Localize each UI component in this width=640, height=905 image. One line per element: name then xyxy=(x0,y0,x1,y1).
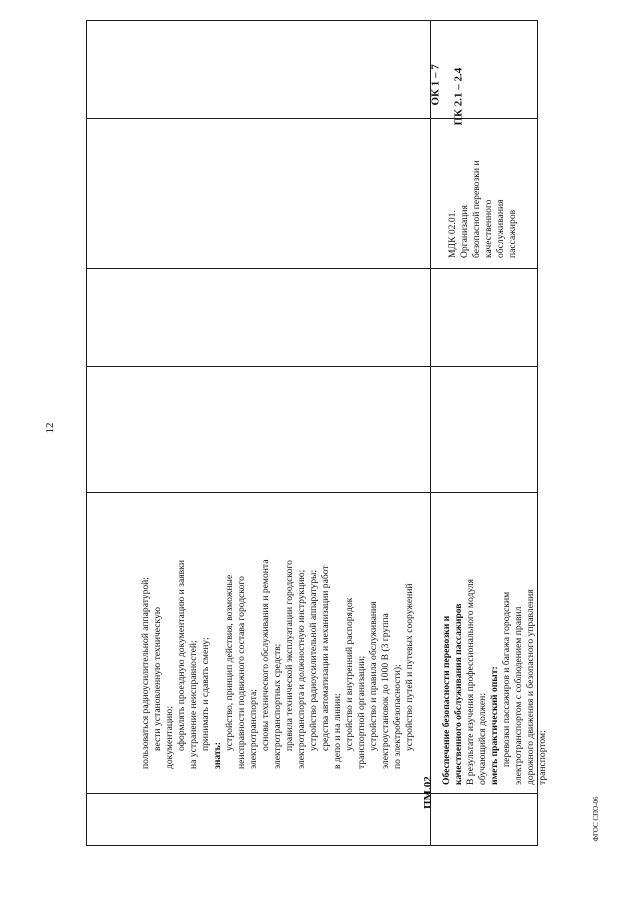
text-line: транспортом; xyxy=(537,730,548,785)
text-line: устройство, принцип действия, возможные xyxy=(224,574,235,751)
text-line: документацию; xyxy=(164,705,175,769)
text-line: оформлять проездную документацию и заявки xyxy=(176,560,187,751)
mdk-line: обслуживания xyxy=(495,199,506,258)
table-border-left xyxy=(86,20,87,846)
footer-label: ФГОС СПО-06 xyxy=(592,796,600,842)
mdk-line: качественного xyxy=(483,199,494,258)
module-code: ПМ.02 xyxy=(422,776,434,809)
mdk-line: Организация xyxy=(459,205,470,258)
module-title: Обеспечение безопасности перевозки и xyxy=(441,615,452,785)
competency-pk: ПК 2.1 – 2.4 xyxy=(452,67,465,126)
text-line: электротранспортных средств; xyxy=(272,643,283,769)
text-line: вести установленную техническую xyxy=(152,606,163,751)
text-line: основы технического обслуживания и ремонта xyxy=(260,559,271,751)
text-line: в депо и на линии; xyxy=(332,693,343,769)
text-line: на устранение неисправностей; xyxy=(188,640,199,769)
col-divider-hours xyxy=(86,366,538,367)
text-line: средства автоматизации и механизации работ xyxy=(320,565,331,751)
text-line: устройство и внутренний распорядок xyxy=(344,597,355,751)
text-line: электроустановок до 1000 В (3 группа xyxy=(380,613,391,769)
mdk-cell xyxy=(447,118,527,258)
text-line: неисправности подвижного состава городского xyxy=(236,576,247,769)
mdk-line: МДК 02.01. xyxy=(447,210,458,258)
page-number: 12 xyxy=(44,422,56,434)
text-line: В результате изучения профессионального модуля xyxy=(465,579,476,785)
text-line: перевозки пассажиров и багажа городским xyxy=(501,591,512,767)
text-line: устройство и правила обслуживания xyxy=(368,601,379,751)
competency-ok: ОК 1 – 7 xyxy=(429,64,442,106)
upper-row-content xyxy=(140,469,430,769)
text-line: устройство радиоусилительной аппаратуры; xyxy=(308,569,319,751)
text-line: электротранспорта и должностную инструкцию; xyxy=(296,569,307,769)
section-heading-experience: иметь практический опыт: xyxy=(489,666,500,785)
module-title: качественного обслуживания пассажиров xyxy=(453,603,464,785)
text-line: принимать и сдавать смену; xyxy=(200,637,211,751)
text-line: транспортной организации; xyxy=(356,655,367,769)
mdk-line: пассажиров xyxy=(507,209,518,258)
mdk-line: безопасной перевозки и xyxy=(471,160,482,258)
row-divider xyxy=(430,20,431,846)
section-heading-know: знать: xyxy=(212,742,223,769)
text-line: правила технической эксплуатации городского xyxy=(284,560,295,751)
table-border-bottom xyxy=(86,845,538,846)
text-line: дорожного движения и безопасного управления xyxy=(525,589,536,785)
module-content xyxy=(441,485,551,785)
col-divider-code xyxy=(86,793,538,794)
col-divider-mdk xyxy=(86,268,538,269)
text-line: электротранспорта; xyxy=(248,689,259,769)
text-line: электротранспортом с соблюдением правил xyxy=(513,606,524,785)
text-line: пользоваться радиоусилительной аппаратурой; xyxy=(140,577,151,769)
text-line: устройство путей и путевых сооружений xyxy=(404,583,415,751)
table-border-top xyxy=(86,20,538,21)
text-line: по электробезопасности); xyxy=(392,664,403,769)
text-line: обучающийся должен: xyxy=(477,693,488,785)
